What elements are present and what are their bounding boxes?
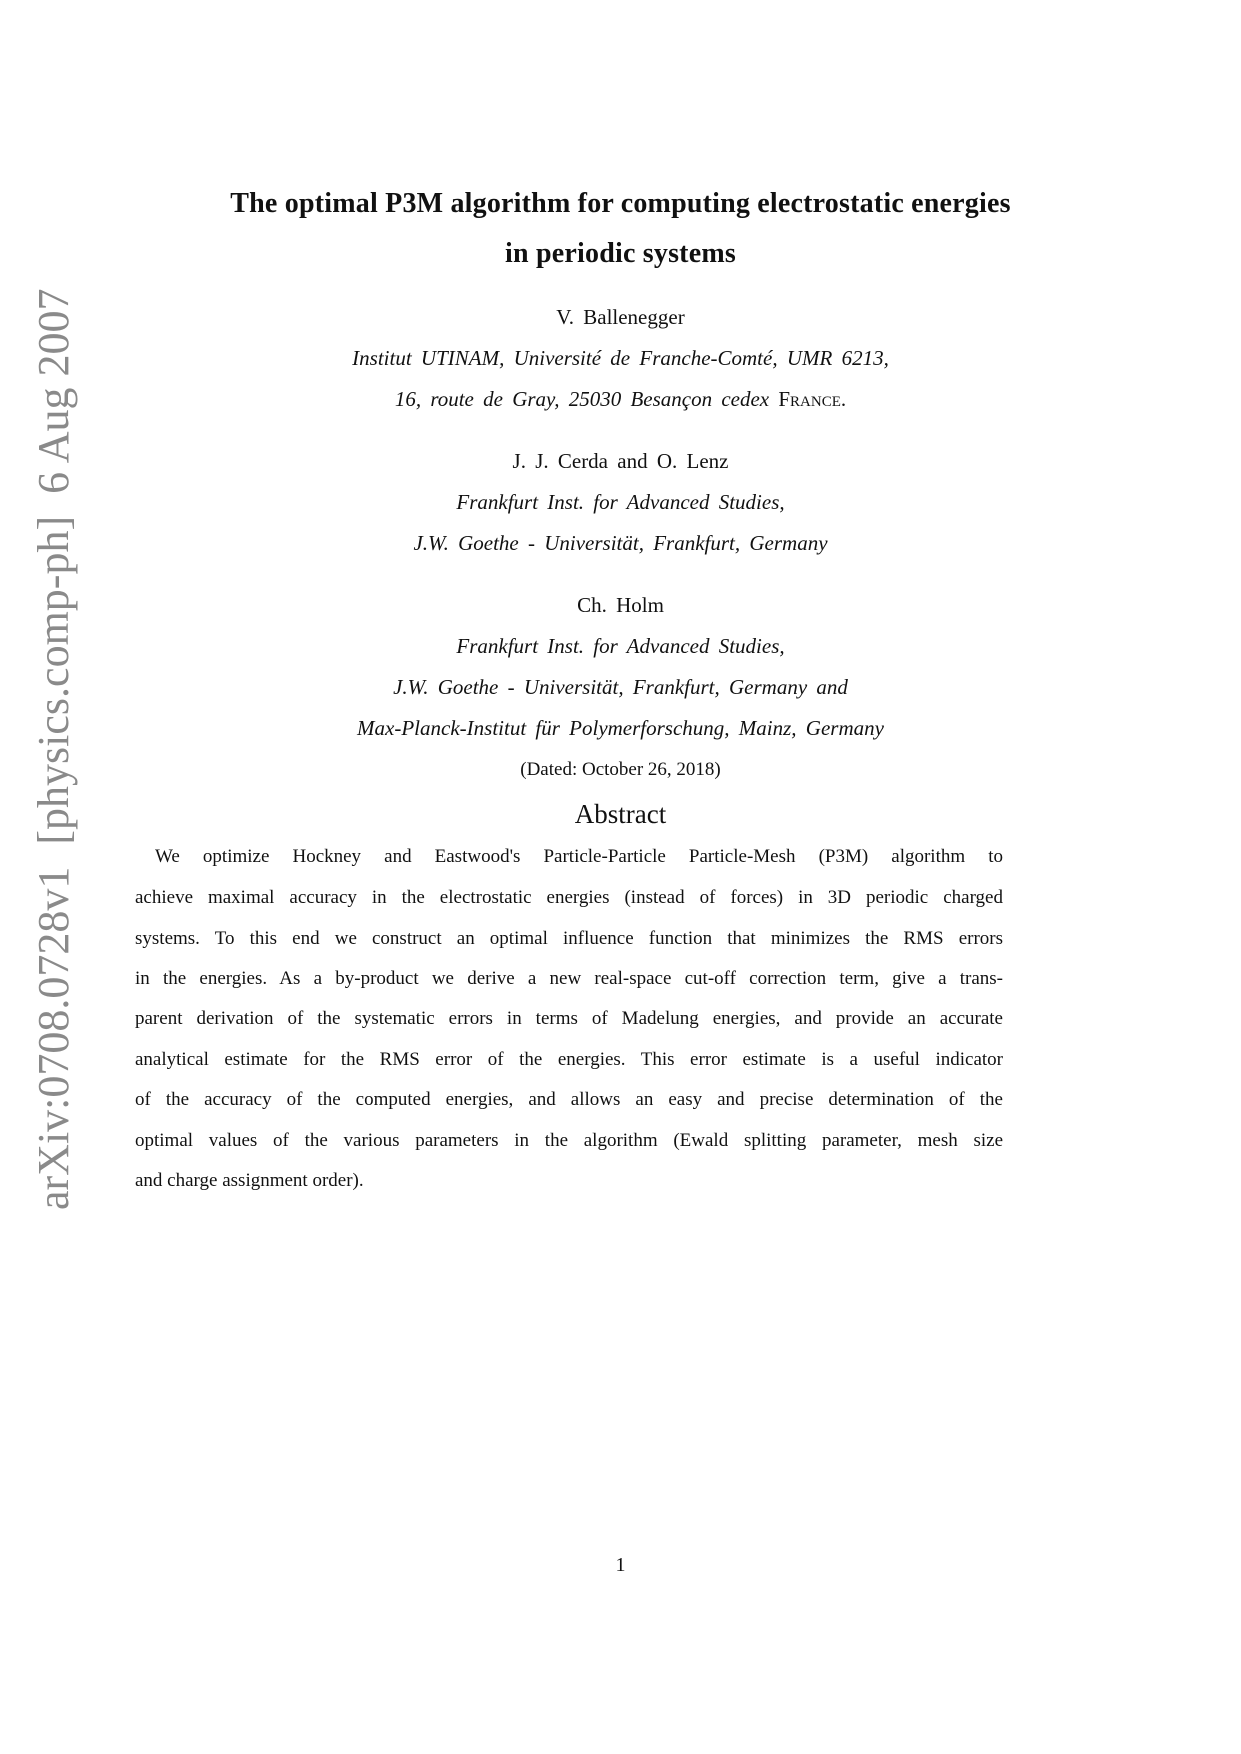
abstract-line: systems. To this end we construct an optimal influence function that minimizes the RMS errors [135,928,1003,949]
affiliation-utinam-line-1: Institut UTINAM, Université de Franche-Comté, UMR 6213, [352,346,889,370]
abstract-line: in the energies. As a by-product we derive a new real-space cut-off correction term, give a trans- [135,968,1003,989]
page-number: 1 [615,1554,626,1576]
author-holm: Ch. Holm [577,593,664,617]
affiliation-address: 16, route de Gray, 25030 Besançon cedex [394,387,770,411]
affiliation-holm-line-1: Frankfurt Inst. for Advanced Studies, [456,634,785,658]
author-ballenegger: V. Ballenegger [556,305,685,329]
affiliation-utinam-line-2 [0,387,1241,412]
affiliation-fias-line-2: J.W. Goethe - Universität, Frankfurt, Germany [413,531,828,555]
paper-title-line-2: in periodic systems [505,238,736,269]
arxiv-identifier-stamp: arXiv:0708.0728v1 [physics.comp-ph] 6 Aug 2007 [29,288,78,1210]
abstract-line: achieve maximal accuracy in the electrostatic energies (instead of forces) in 3D periodic charged [135,887,1003,908]
abstract-line: of the accuracy of the computed energies, and allows an easy and precise determination of the [135,1089,1003,1110]
affiliation-holm-line-3: Max-Planck-Institut für Polymerforschung, Mainz, Germany [357,716,884,740]
paper-title-line-1: The optimal P3M algorithm for computing electrostatic energies [230,188,1011,219]
authors-cerda-lenz: J. J. Cerda and O. Lenz [512,449,729,473]
dated-line: (Dated: October 26, 2018) [520,759,721,780]
abstract-line: We optimize Hockney and Eastwood's Particle-Particle Particle-Mesh (P3M) algorithm to [155,846,1003,867]
affiliation-holm-line-2: J.W. Goethe - Universität, Frankfurt, Germany and [393,675,848,699]
abstract-line: and charge assignment order). [135,1170,364,1191]
affiliation-country: France. [778,387,847,411]
abstract-line: optimal values of the various parameters in the algorithm (Ewald splitting parameter, mesh size [135,1130,1003,1151]
affiliation-fias-line-1: Frankfurt Inst. for Advanced Studies, [456,490,785,514]
abstract-line: parent derivation of the systematic errors in terms of Madelung energies, and provide an accurate [135,1008,1003,1029]
abstract-heading: Abstract [574,799,667,829]
abstract-line: analytical estimate for the RMS error of the energies. This error estimate is a useful indicator [135,1049,1003,1070]
